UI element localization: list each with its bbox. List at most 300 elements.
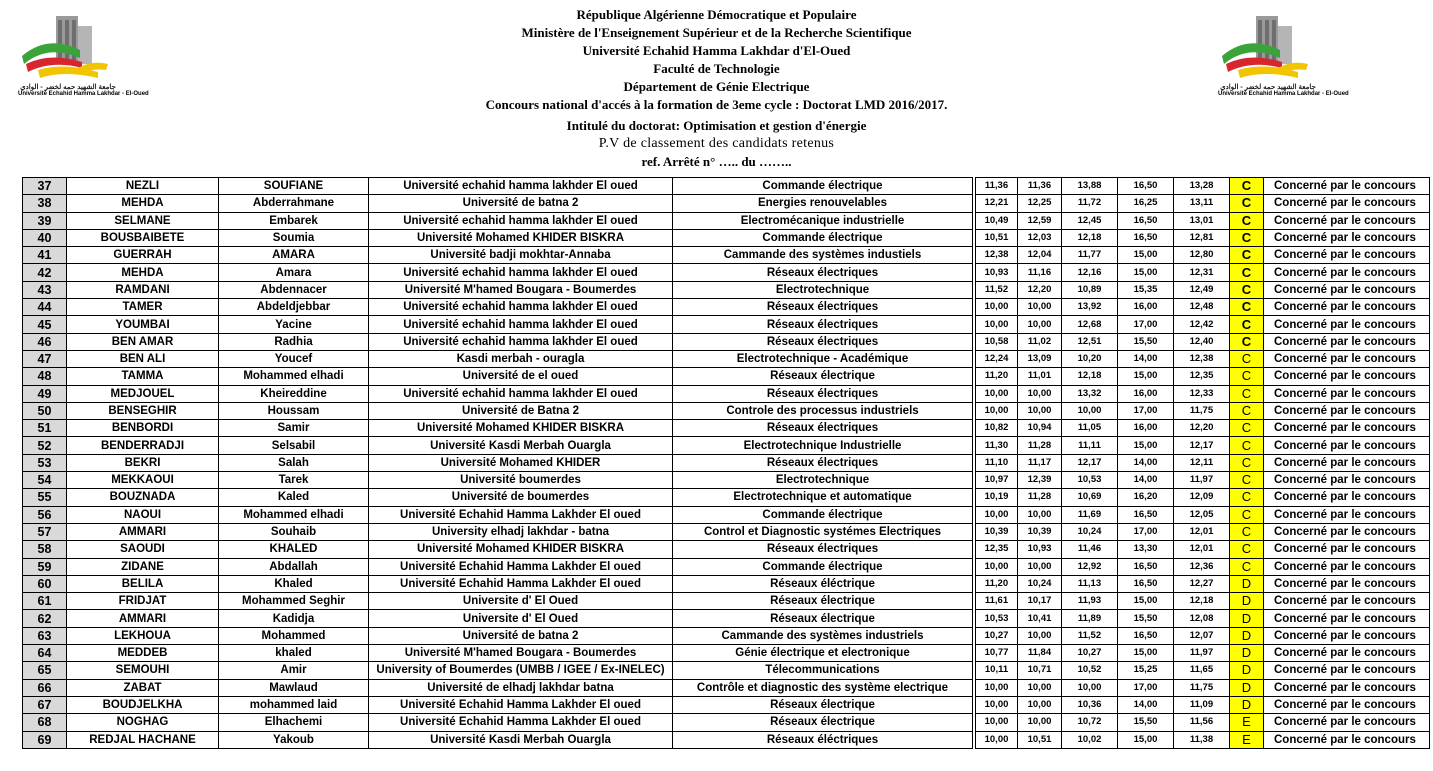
firstname-cell: KHALED (219, 541, 369, 558)
score-4-cell: 15,35 (1118, 281, 1174, 298)
category-cell: C (1230, 402, 1264, 419)
score-3-cell: 12,51 (1062, 333, 1118, 350)
score-1-cell: 10,93 (976, 264, 1018, 281)
score-3-cell: 10,00 (1062, 402, 1118, 419)
observation-cell: Concerné par le concours (1264, 575, 1430, 592)
lastname-cell: REDJAL HACHANE (67, 731, 219, 748)
score-4-cell: 15,00 (1118, 645, 1174, 662)
table-row (23, 281, 1430, 298)
average-cell: 13,01 (1174, 212, 1230, 229)
score-3-cell: 13,88 (1062, 178, 1118, 195)
score-1-cell: 11,20 (976, 368, 1018, 385)
score-1-cell: 10,00 (976, 506, 1018, 523)
university-cell: Université Kasdi Merbah Ouargla (369, 437, 673, 454)
table-row (23, 593, 1430, 610)
score-1-cell: 10,19 (976, 489, 1018, 506)
score-1-cell: 10,00 (976, 714, 1018, 731)
header-pv-title: P.V de classement des candidats retenus (598, 136, 835, 151)
average-cell: 12,01 (1174, 523, 1230, 540)
score-4-cell: 16,50 (1118, 178, 1174, 195)
firstname-cell: Samir (219, 420, 369, 437)
firstname-cell: Selsabil (219, 437, 369, 454)
rank-cell: 46 (23, 333, 67, 350)
score-3-cell: 11,11 (1062, 437, 1118, 454)
header-faculty: Faculté de Technologie (653, 61, 780, 76)
table-row (23, 489, 1430, 506)
lastname-cell: BOUZNADA (67, 489, 219, 506)
university-cell: Université M'hamed Bougara - Boumerdes (369, 281, 673, 298)
table-row (23, 402, 1430, 419)
category-cell: C (1230, 523, 1264, 540)
speciality-cell: Cammande des systèmes industriels (673, 627, 973, 644)
score-1-cell: 12,38 (976, 247, 1018, 264)
category-cell: C (1230, 178, 1264, 195)
category-cell: C (1230, 333, 1264, 350)
firstname-cell: Abdallah (219, 558, 369, 575)
score-1-cell: 10,00 (976, 385, 1018, 402)
score-3-cell: 11,89 (1062, 610, 1118, 627)
table-row (23, 575, 1430, 592)
firstname-cell: Houssam (219, 402, 369, 419)
observation-cell: Concerné par le concours (1264, 541, 1430, 558)
rank-cell: 58 (23, 541, 67, 558)
score-4-cell: 16,00 (1118, 385, 1174, 402)
average-cell: 12,09 (1174, 489, 1230, 506)
category-cell: C (1230, 541, 1264, 558)
lastname-cell: BENDERRADJI (67, 437, 219, 454)
speciality-cell: Cammande des systèmes industiels (673, 247, 973, 264)
university-cell: Université M'hamed Bougara - Boumerdes (369, 645, 673, 662)
firstname-cell: SOUFIANE (219, 178, 369, 195)
lastname-cell: MEDDEB (67, 645, 219, 662)
score-1-cell: 10,00 (976, 679, 1018, 696)
rank-cell: 55 (23, 489, 67, 506)
table-row (23, 368, 1430, 385)
score-3-cell: 10,24 (1062, 523, 1118, 540)
firstname-cell: Kadidja (219, 610, 369, 627)
table-row (23, 472, 1430, 489)
average-cell: 12,18 (1174, 593, 1230, 610)
observation-cell: Concerné par le concours (1264, 178, 1430, 195)
score-3-cell: 10,36 (1062, 696, 1118, 713)
observation-cell: Concerné par le concours (1264, 714, 1430, 731)
score-3-cell: 12,92 (1062, 558, 1118, 575)
rank-cell: 65 (23, 662, 67, 679)
firstname-cell: Soumia (219, 229, 369, 246)
category-cell: D (1230, 627, 1264, 644)
score-2-cell: 10,24 (1018, 575, 1062, 592)
speciality-cell: Réseaux électriques (673, 299, 973, 316)
table-row (23, 247, 1430, 264)
category-cell: C (1230, 247, 1264, 264)
average-cell: 12,40 (1174, 333, 1230, 350)
score-2-cell: 12,39 (1018, 472, 1062, 489)
average-cell: 12,08 (1174, 610, 1230, 627)
observation-cell: Concerné par le concours (1264, 696, 1430, 713)
score-3-cell: 10,69 (1062, 489, 1118, 506)
category-cell: C (1230, 264, 1264, 281)
score-4-cell: 17,00 (1118, 523, 1174, 540)
score-2-cell: 10,00 (1018, 506, 1062, 523)
category-cell: D (1230, 679, 1264, 696)
speciality-cell: Réseaux éléctrique (673, 575, 973, 592)
university-cell: Université echahid hamma lakhder El oued (369, 299, 673, 316)
score-4-cell: 16,00 (1118, 420, 1174, 437)
category-cell: C (1230, 316, 1264, 333)
score-2-cell: 10,51 (1018, 731, 1062, 748)
university-cell: Université de batna 2 (369, 627, 673, 644)
average-cell: 12,11 (1174, 454, 1230, 471)
observation-cell: Concerné par le concours (1264, 454, 1430, 471)
score-1-cell: 11,30 (976, 437, 1018, 454)
score-3-cell: 13,92 (1062, 299, 1118, 316)
score-1-cell: 11,10 (976, 454, 1018, 471)
table-body (23, 178, 1430, 749)
score-4-cell: 17,00 (1118, 316, 1174, 333)
average-cell: 12,42 (1174, 316, 1230, 333)
lastname-cell: SAOUDI (67, 541, 219, 558)
category-cell: C (1230, 437, 1264, 454)
observation-cell: Concerné par le concours (1264, 679, 1430, 696)
observation-cell: Concerné par le concours (1264, 385, 1430, 402)
score-1-cell: 10,53 (976, 610, 1018, 627)
rank-cell: 43 (23, 281, 67, 298)
score-3-cell: 12,18 (1062, 368, 1118, 385)
document-header (0, 0, 1433, 178)
score-4-cell: 14,00 (1118, 350, 1174, 367)
average-cell: 12,49 (1174, 281, 1230, 298)
rank-cell: 48 (23, 368, 67, 385)
rank-cell: 38 (23, 195, 67, 212)
score-1-cell: 12,24 (976, 350, 1018, 367)
lastname-cell: BEN AMAR (67, 333, 219, 350)
score-4-cell: 15,25 (1118, 662, 1174, 679)
firstname-cell: AMARA (219, 247, 369, 264)
table-row (23, 420, 1430, 437)
score-4-cell: 15,00 (1118, 264, 1174, 281)
firstname-cell: khaled (219, 645, 369, 662)
score-2-cell: 10,00 (1018, 696, 1062, 713)
observation-cell: Concerné par le concours (1264, 195, 1430, 212)
lastname-cell: ZABAT (67, 679, 219, 696)
firstname-cell: Kaled (219, 489, 369, 506)
table-row (23, 264, 1430, 281)
score-1-cell: 10,00 (976, 696, 1018, 713)
lastname-cell: LEKHOUA (67, 627, 219, 644)
score-4-cell: 15,00 (1118, 437, 1174, 454)
score-1-cell: 12,21 (976, 195, 1018, 212)
observation-cell: Concerné par le concours (1264, 368, 1430, 385)
table-row (23, 316, 1430, 333)
category-cell: C (1230, 281, 1264, 298)
university-cell: Université de boumerdes (369, 489, 673, 506)
score-3-cell: 11,72 (1062, 195, 1118, 212)
category-cell: C (1230, 385, 1264, 402)
firstname-cell: Mohammed (219, 627, 369, 644)
score-3-cell: 10,72 (1062, 714, 1118, 731)
lastname-cell: AMMARI (67, 523, 219, 540)
average-cell: 12,01 (1174, 541, 1230, 558)
firstname-cell: Tarek (219, 472, 369, 489)
university-cell: Université de el oued (369, 368, 673, 385)
category-cell: C (1230, 229, 1264, 246)
score-4-cell: 17,00 (1118, 402, 1174, 419)
rank-cell: 37 (23, 178, 67, 195)
score-2-cell: 12,04 (1018, 247, 1062, 264)
university-cell: Université echahid hamma lakhder El oued (369, 212, 673, 229)
score-4-cell: 16,50 (1118, 575, 1174, 592)
score-2-cell: 10,00 (1018, 627, 1062, 644)
lastname-cell: NEZLI (67, 178, 219, 195)
speciality-cell: Commande électrique (673, 506, 973, 523)
speciality-cell: Electrotechnique (673, 281, 973, 298)
speciality-cell: Réseaux électrique (673, 368, 973, 385)
firstname-cell: Yacine (219, 316, 369, 333)
score-4-cell: 14,00 (1118, 472, 1174, 489)
lastname-cell: MEHDA (67, 264, 219, 281)
speciality-cell: Réseaux électrique (673, 610, 973, 627)
score-3-cell: 10,53 (1062, 472, 1118, 489)
university-cell: Université echahid hamma lakhder El oued (369, 178, 673, 195)
score-1-cell: 10,00 (976, 299, 1018, 316)
university-cell: Université de batna 2 (369, 195, 673, 212)
category-cell: C (1230, 212, 1264, 229)
speciality-cell: Réseaux électriques (673, 316, 973, 333)
score-2-cell: 12,03 (1018, 229, 1062, 246)
speciality-cell: Télecommunications (673, 662, 973, 679)
score-2-cell: 11,02 (1018, 333, 1062, 350)
score-4-cell: 16,50 (1118, 627, 1174, 644)
category-cell: D (1230, 610, 1264, 627)
header-reference: ref. Arrêté n° ….. du …….. (641, 154, 792, 169)
table-row (23, 696, 1430, 713)
rank-cell: 67 (23, 696, 67, 713)
speciality-cell: Controle des processus industriels (673, 402, 973, 419)
header-department: Département de Génie Electrique (623, 79, 810, 94)
score-4-cell: 16,20 (1118, 489, 1174, 506)
logo-caption-french: Université Echahid Hamma Lakhdar - El-Oued (18, 91, 149, 97)
lastname-cell: SELMANE (67, 212, 219, 229)
score-3-cell: 12,17 (1062, 454, 1118, 471)
university-cell: Universite d' El Oued (369, 610, 673, 627)
score-3-cell: 13,32 (1062, 385, 1118, 402)
university-cell: Université Mohamed KHIDER (369, 454, 673, 471)
table-row (23, 350, 1430, 367)
score-1-cell: 11,52 (976, 281, 1018, 298)
observation-cell: Concerné par le concours (1264, 558, 1430, 575)
score-1-cell: 10,11 (976, 662, 1018, 679)
rank-cell: 60 (23, 575, 67, 592)
score-2-cell: 11,01 (1018, 368, 1062, 385)
score-3-cell: 10,89 (1062, 281, 1118, 298)
firstname-cell: Mohammed Seghir (219, 593, 369, 610)
score-3-cell: 11,52 (1062, 627, 1118, 644)
rank-cell: 53 (23, 454, 67, 471)
firstname-cell: Embarek (219, 212, 369, 229)
average-cell: 11,97 (1174, 472, 1230, 489)
table-row (23, 299, 1430, 316)
score-4-cell: 15,00 (1118, 247, 1174, 264)
category-cell: C (1230, 299, 1264, 316)
table-row (23, 558, 1430, 575)
speciality-cell: Electrotechnique (673, 472, 973, 489)
score-3-cell: 11,77 (1062, 247, 1118, 264)
university-cell: Université Echahid Hamma Lakhder El oued (369, 714, 673, 731)
observation-cell: Concerné par le concours (1264, 316, 1430, 333)
average-cell: 11,75 (1174, 679, 1230, 696)
observation-cell: Concerné par le concours (1264, 610, 1430, 627)
category-cell: E (1230, 714, 1264, 731)
score-1-cell: 10,00 (976, 402, 1018, 419)
average-cell: 11,65 (1174, 662, 1230, 679)
speciality-cell: Energies renouvelables (673, 195, 973, 212)
speciality-cell: Electromécanique industrielle (673, 212, 973, 229)
average-cell: 11,56 (1174, 714, 1230, 731)
category-cell: D (1230, 593, 1264, 610)
average-cell: 12,27 (1174, 575, 1230, 592)
lastname-cell: TAMMA (67, 368, 219, 385)
rank-cell: 59 (23, 558, 67, 575)
table-row (23, 731, 1430, 748)
firstname-cell: Souhaib (219, 523, 369, 540)
lastname-cell: ZIDANE (67, 558, 219, 575)
table-row (23, 662, 1430, 679)
table-row (23, 437, 1430, 454)
lastname-cell: NAOUI (67, 506, 219, 523)
observation-cell: Concerné par le concours (1264, 350, 1430, 367)
score-2-cell: 10,00 (1018, 679, 1062, 696)
score-1-cell: 11,20 (976, 575, 1018, 592)
lastname-cell: BOUSBAIBETE (67, 229, 219, 246)
university-cell: Université Kasdi Merbah Ouargla (369, 731, 673, 748)
table-row (23, 195, 1430, 212)
category-cell: C (1230, 454, 1264, 471)
header-ministry: Ministère de l'Enseignement Supérieur et de la Recherche Scientifique (521, 25, 912, 40)
firstname-cell: Yakoub (219, 731, 369, 748)
score-3-cell: 11,93 (1062, 593, 1118, 610)
observation-cell: Concerné par le concours (1264, 645, 1430, 662)
speciality-cell: Réseaux électrique (673, 696, 973, 713)
university-cell: Université de Batna 2 (369, 402, 673, 419)
firstname-cell: Amir (219, 662, 369, 679)
observation-cell: Concerné par le concours (1264, 281, 1430, 298)
lastname-cell: MEKKAOUI (67, 472, 219, 489)
table-row (23, 610, 1430, 627)
speciality-cell: Commande électrique (673, 558, 973, 575)
firstname-cell: Mohammed elhadi (219, 506, 369, 523)
category-cell: D (1230, 662, 1264, 679)
university-cell: Université Mohamed KHIDER BISKRA (369, 229, 673, 246)
firstname-cell: Mohammed elhadi (219, 368, 369, 385)
average-cell: 13,28 (1174, 178, 1230, 195)
observation-cell: Concerné par le concours (1264, 212, 1430, 229)
score-4-cell: 16,25 (1118, 195, 1174, 212)
score-4-cell: 16,50 (1118, 558, 1174, 575)
score-3-cell: 10,00 (1062, 679, 1118, 696)
university-cell: Université echahid hamma lakhder El oued (369, 385, 673, 402)
university-cell: Université echahid hamma lakhder El oued (369, 316, 673, 333)
score-2-cell: 10,71 (1018, 662, 1062, 679)
lastname-cell: MEDJOUEL (67, 385, 219, 402)
score-1-cell: 10,39 (976, 523, 1018, 540)
observation-cell: Concerné par le concours (1264, 489, 1430, 506)
average-cell: 11,97 (1174, 645, 1230, 662)
score-3-cell: 10,27 (1062, 645, 1118, 662)
observation-cell: Concerné par le concours (1264, 437, 1430, 454)
average-cell: 12,20 (1174, 420, 1230, 437)
speciality-cell: Electrotechnique Industrielle (673, 437, 973, 454)
score-3-cell: 11,69 (1062, 506, 1118, 523)
score-2-cell: 10,39 (1018, 523, 1062, 540)
average-cell: 12,80 (1174, 247, 1230, 264)
score-2-cell: 10,00 (1018, 558, 1062, 575)
table-row (23, 506, 1430, 523)
rank-cell: 68 (23, 714, 67, 731)
firstname-cell: Kheireddine (219, 385, 369, 402)
score-3-cell: 11,46 (1062, 541, 1118, 558)
lastname-cell: NOGHAG (67, 714, 219, 731)
observation-cell: Concerné par le concours (1264, 420, 1430, 437)
observation-cell: Concerné par le concours (1264, 506, 1430, 523)
score-1-cell: 10,97 (976, 472, 1018, 489)
rank-cell: 45 (23, 316, 67, 333)
university-cell: Université Echahid Hamma Lakhder El oued (369, 558, 673, 575)
category-cell: C (1230, 368, 1264, 385)
category-cell: C (1230, 489, 1264, 506)
score-2-cell: 10,93 (1018, 541, 1062, 558)
table-row (23, 541, 1430, 558)
table-row (23, 645, 1430, 662)
score-4-cell: 16,50 (1118, 229, 1174, 246)
average-cell: 12,38 (1174, 350, 1230, 367)
logo-caption-arabic: جامعة الشهيد حمه لخضر - الوادي (1220, 84, 1316, 91)
score-2-cell: 11,36 (1018, 178, 1062, 195)
rank-cell: 66 (23, 679, 67, 696)
logo-caption-arabic: جامعة الشهيد حمه لخضر - الوادي (20, 84, 116, 91)
score-3-cell: 12,16 (1062, 264, 1118, 281)
university-cell: University elhadj lakhdar - batna (369, 523, 673, 540)
lastname-cell: AMMARI (67, 610, 219, 627)
university-cell: Kasdi merbah - ouragla (369, 350, 673, 367)
average-cell: 12,33 (1174, 385, 1230, 402)
score-1-cell: 10,82 (976, 420, 1018, 437)
lastname-cell: BOUDJELKHA (67, 696, 219, 713)
score-2-cell: 12,25 (1018, 195, 1062, 212)
score-1-cell: 10,49 (976, 212, 1018, 229)
rank-cell: 52 (23, 437, 67, 454)
table-row (23, 714, 1430, 731)
speciality-cell: Réseaux électrique (673, 714, 973, 731)
lastname-cell: BEN ALI (67, 350, 219, 367)
firstname-cell: Salah (219, 454, 369, 471)
rank-cell: 56 (23, 506, 67, 523)
lastname-cell: YOUMBAI (67, 316, 219, 333)
score-2-cell: 10,00 (1018, 385, 1062, 402)
score-4-cell: 15,50 (1118, 333, 1174, 350)
lastname-cell: TAMER (67, 299, 219, 316)
score-3-cell: 11,05 (1062, 420, 1118, 437)
observation-cell: Concerné par le concours (1264, 731, 1430, 748)
header-text-block (0, 6, 1433, 171)
score-2-cell: 11,16 (1018, 264, 1062, 281)
score-4-cell: 15,50 (1118, 714, 1174, 731)
score-2-cell: 11,17 (1018, 454, 1062, 471)
rank-cell: 62 (23, 610, 67, 627)
score-4-cell: 16,00 (1118, 299, 1174, 316)
score-4-cell: 16,50 (1118, 506, 1174, 523)
score-3-cell: 10,52 (1062, 662, 1118, 679)
speciality-cell: Commande électrique (673, 178, 973, 195)
